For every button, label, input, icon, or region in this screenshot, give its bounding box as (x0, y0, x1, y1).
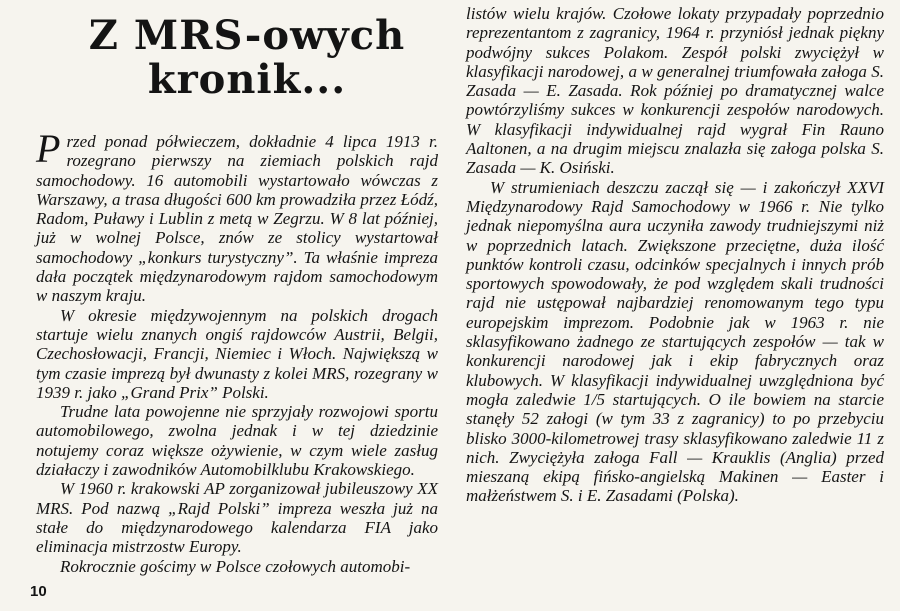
article-title (36, 14, 438, 102)
paragraph-2: W okresie międzywojennym na polskich drogach startuje wielu znanych ongiś rajdowców Austrii, Belgii, Czechosłowacji, Francji, Niemiec i Włoch. Największą w tym czasie imprezą był dwunasty z kolei MRS, rozegrany w 1939 r. jako „Grand Prix” Polski. (36, 305, 438, 402)
paragraph-7: W strumieniach deszczu zaczął się — i zakończył XXVI Międzynarodowy Rajd Samochodowy w 1966 r. Nie tylko jednak niepomyślna aura uczyniła zawody trudniejszymi niż w poprzednich latach. Zwiększone przeciętne, duża ilość punktów kontroli czasu, odcinków specjalnych i innych prób sportowych spowodowały, że pod względem skali trudności rajd nie ustępował najbardziej renomowanym tego typu europejskim imprezom. Podobnie jak w 1963 r. nie sklasyfikowano żadnego ze startujących zespołów — tak w konkurencji narodowej jak i ekip fabrycznych oraz klubowych. W klasyfikacji indywidualnej uwzględniona być mogła zaledwie 1/5 startujących. O ile bowiem na starcie stanęły 52 załogi (w tym 33 z zagranicy) to po przebyciu blisko 3000-kilometrowej trasy sklasyfikowano zaledwie 11 z nich. Zwyciężyła załoga Fall — Krauklis (Anglia) przed mieszaną ekipą fińsko-angielską Makinen — Easter i małżeństwem S. i E. Zasadami (Polska). (466, 177, 884, 506)
paragraph-3: Trudne lata powojenne nie sprzyjały rozwojowi sportu automobilowego, zwolna jednak i w tej dziedzinie notujemy coraz większe ożywienie, w czym wiele zasług działaczy i zawodników Automobilklubu Krakowskiego. (36, 402, 438, 480)
paragraph-1-text: rzed ponad półwieczem, dokładnie 4 lipca 1913 r. rozegrano pierwszy na ziemiach polskich rajd samochodowy. 16 automobili wystartowało wówczas z Warszawy, a trasa długości 600 km prowadziła przez Łódź, Radom, Puławy i Lublin z metą w Zegrzu. W 8 lat później, już w wolnej Polsce, znów ze stolicy wystartował samochodowy „konkurs turystyczny”. Ta właśnie impreza dała początek międzynarodowym rajdom samochodowym w naszym kraju. (36, 132, 438, 306)
right-column (466, 4, 884, 506)
paragraph-4: W 1960 r. krakowski AP zorganizował jubileuszowy XX MRS. Pod nazwą „Rajd Polski” impreza weszła już na stałe do międzynarodowego kalendarza FIA jako eliminacja mistrzostw Europy. (36, 479, 438, 557)
paragraph-1 (36, 126, 438, 306)
title-line-2: kronik... (147, 56, 347, 103)
paragraph-5: Rokrocznie gościmy w Polsce czołowych automobi- (60, 556, 411, 576)
left-column (36, 0, 438, 576)
drop-cap: P (36, 126, 61, 171)
title-line-1: Z MRS-owych (88, 12, 406, 59)
paragraph-6: listów wielu krajów. Czołowe lokaty przypadały poprzednio reprezentantom z zagranicy, 1964 r. przyniósł jednak piękny podwójny sukces Polakom. Zespół polski zwyciężył w klasyfikacji narodowej, a w generalnej triumfowała załoga S. Zasada — E. Zasada. Rok później po dramatycznej walce powtórzyliśmy sukces w konkurencji zespołów narodowych. W klasyfikacji indywidualnej rajd wygrał Fin Rauno Aaltonen, a na drugim miejscu znalazła się załoga polska S. Zasada — K. Osiński. (466, 4, 884, 178)
page-number: 10 (30, 583, 47, 600)
title-spacer (36, 102, 438, 132)
